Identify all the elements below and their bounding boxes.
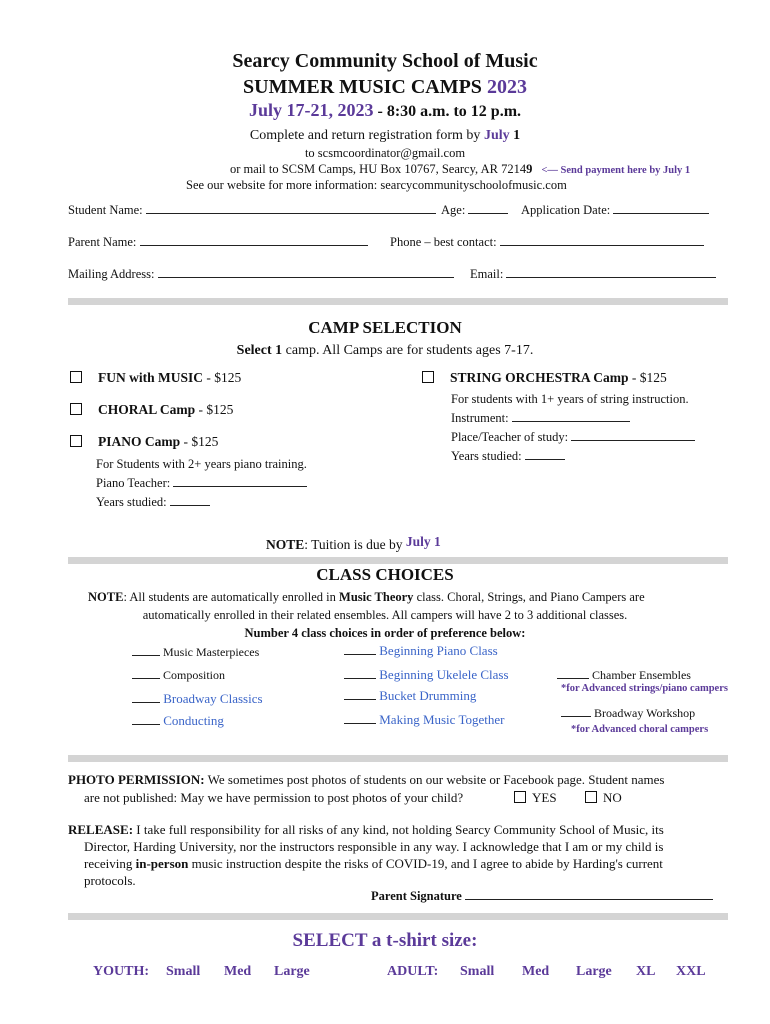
- divider-4: [68, 913, 728, 920]
- class-choice-blank[interactable]: [344, 644, 376, 655]
- mailing-address-field[interactable]: [68, 267, 454, 282]
- release-text3c: music instruction despite the risks of COVID-19, and I agree to abide by Harding's current: [188, 856, 663, 871]
- camp-option-piano[interactable]: [70, 434, 218, 450]
- string-requirement: For students with 1+ years of string instruction.: [451, 392, 689, 406]
- string-years-field[interactable]: [451, 449, 565, 464]
- adult-size-small[interactable]: Small: [460, 964, 495, 979]
- photo-permission-label: PHOTO PERMISSION:: [68, 772, 205, 787]
- camps-year: 2023: [486, 76, 527, 98]
- divider-1: [68, 298, 728, 305]
- release-text3a: receiving: [84, 856, 136, 871]
- release-line-3: [84, 856, 663, 872]
- age-blank[interactable]: [468, 203, 508, 214]
- class-choice-blank[interactable]: [132, 692, 160, 703]
- release-label: RELEASE:: [68, 822, 134, 837]
- student-name-field[interactable]: [68, 203, 436, 218]
- class-number-instruction: Number 4 class choices in order of preference below:: [244, 626, 526, 640]
- class-choice-composition[interactable]: [132, 668, 225, 683]
- string-price: - $125: [628, 370, 667, 385]
- class-choice-blank[interactable]: [561, 706, 591, 717]
- return-line: [0, 128, 770, 144]
- application-date-field[interactable]: [521, 203, 709, 218]
- mail-last: 9: [526, 162, 533, 176]
- photo-no-option[interactable]: [585, 790, 622, 806]
- broadway-workshop-note: *for Advanced choral campers: [571, 724, 709, 735]
- class-choice-label: Bucket Drumming: [379, 688, 477, 703]
- adult-size-xxl[interactable]: XXL: [676, 964, 706, 979]
- org-title: Searcy Community School of Music: [232, 50, 538, 72]
- class-choice-label: Broadway Workshop: [594, 706, 696, 720]
- fun-name: FUN with MUSIC: [98, 370, 204, 385]
- tuition-due-date: July 1: [405, 534, 441, 549]
- piano-teacher-blank[interactable]: [173, 476, 307, 487]
- string-checkbox[interactable]: [422, 371, 434, 383]
- photo-permission-line-2: [84, 790, 463, 806]
- youth-size-large[interactable]: Large: [274, 964, 310, 979]
- piano-name: PIANO Camp: [98, 434, 181, 449]
- class-note-b: class. Choral, Strings, and Piano Campers are: [413, 590, 645, 604]
- class-choice-chamber-ensembles[interactable]: [557, 668, 691, 683]
- piano-checkbox[interactable]: [70, 435, 82, 447]
- string-place-field[interactable]: [451, 430, 695, 445]
- fun-price: - $125: [203, 370, 242, 385]
- string-instrument-blank[interactable]: [512, 411, 630, 422]
- photo-permission-text1: We sometimes post photos of students on our website or Facebook page. Student names: [204, 772, 665, 787]
- class-choice-conducting[interactable]: [132, 713, 224, 729]
- release-line-4: protocols.: [84, 873, 136, 888]
- camps-label: SUMMER MUSIC CAMPS: [243, 76, 482, 98]
- camps-title: [0, 76, 770, 99]
- parent-signature-label: Parent Signature: [371, 889, 462, 903]
- tuition-note-bold: NOTE: [266, 537, 305, 552]
- piano-teacher-field[interactable]: [96, 476, 307, 491]
- adult-size-med[interactable]: Med: [522, 964, 550, 979]
- class-note-line-1: [88, 590, 645, 605]
- return-day: 1: [513, 128, 521, 143]
- age-label: Age:: [441, 203, 466, 217]
- camp-selection-instructions: [0, 343, 770, 359]
- choral-price: - $125: [195, 402, 234, 417]
- photo-no-checkbox[interactable]: [585, 791, 597, 803]
- choral-checkbox[interactable]: [70, 403, 82, 415]
- youth-size-small[interactable]: Small: [166, 964, 201, 979]
- application-date-blank[interactable]: [613, 203, 709, 214]
- piano-requirement: For Students with 2+ years piano training.: [96, 457, 307, 471]
- piano-years-field[interactable]: [96, 495, 210, 510]
- return-month: July: [483, 128, 510, 143]
- photo-yes-option[interactable]: [514, 790, 557, 806]
- photo-yes-label: YES: [532, 790, 557, 805]
- fun-checkbox[interactable]: [70, 371, 82, 383]
- payment-note: <— Send payment here by July 1: [541, 165, 691, 176]
- class-choice-label: Chamber Ensembles: [592, 668, 691, 682]
- class-note-theory: Music Theory: [339, 590, 414, 604]
- piano-years-blank[interactable]: [170, 495, 210, 506]
- string-instrument-label: Instrument:: [451, 411, 509, 425]
- class-note-line-2: automatically enrolled in their related ensembles. All campers will have 2 to 3 additional classes.: [142, 608, 628, 622]
- photo-no-label: NO: [603, 790, 622, 805]
- release-line-1: [68, 822, 664, 838]
- release-text1: I take full responsibility for all risks of any kind, not holding Searcy Community School of Music, its: [133, 822, 664, 837]
- photo-permission-text2: are not published: May we have permission to post photos of your child?: [84, 790, 464, 805]
- tuition-note-text: : Tuition is due by: [304, 537, 403, 552]
- camp-selection-title: CAMP SELECTION: [308, 318, 462, 337]
- mail-text: or mail to SCSM Camps, HU Box 10767, Searcy, AR 7214: [230, 162, 527, 176]
- parent-name-field[interactable]: [68, 235, 368, 250]
- time-text: 8:30 a.m. to 12 p.m.: [386, 103, 522, 120]
- adult-label: ADULT:: [387, 964, 439, 979]
- piano-years-label: Years studied:: [96, 495, 167, 509]
- class-choice-label: Beginning Piano Class: [379, 643, 498, 658]
- divider-2: [68, 557, 728, 564]
- class-choice-blank[interactable]: [344, 689, 376, 700]
- class-choice-label: Broadway Classics: [163, 691, 263, 706]
- email-blank[interactable]: [506, 267, 716, 278]
- phone-label: Phone – best contact:: [390, 235, 497, 249]
- string-years-label: Years studied:: [451, 449, 522, 463]
- class-choice-blank[interactable]: [132, 645, 160, 656]
- class-note-bold: NOTE: [88, 590, 124, 604]
- youth-label: YOUTH:: [93, 964, 149, 979]
- website-line: See our website for more information: searcycommunityschoolofmusic.com: [186, 178, 567, 192]
- photo-permission-line-1: [68, 772, 664, 788]
- parent-signature-field[interactable]: [371, 889, 713, 904]
- class-choice-label: Composition: [163, 668, 226, 682]
- class-choice-blank[interactable]: [344, 668, 376, 679]
- release-text3b: in-person: [135, 856, 189, 871]
- student-name-label: Student Name:: [68, 203, 143, 217]
- photo-yes-checkbox[interactable]: [514, 791, 526, 803]
- class-choice-blank[interactable]: [132, 668, 160, 679]
- class-choice-blank[interactable]: [344, 713, 376, 724]
- string-instrument-field[interactable]: [451, 411, 630, 426]
- piano-teacher-label: Piano Teacher:: [96, 476, 171, 490]
- class-choice-label: Beginning Ukelele Class: [379, 667, 509, 682]
- email-label: Email:: [470, 267, 504, 281]
- youth-size-med[interactable]: Med: [224, 964, 252, 979]
- string-name: STRING ORCHESTRA Camp: [450, 370, 629, 385]
- piano-price: - $125: [180, 434, 219, 449]
- email-field[interactable]: [470, 267, 716, 282]
- parent-signature-blank[interactable]: [465, 889, 713, 900]
- class-choice-beginning-piano[interactable]: [344, 643, 498, 659]
- parent-name-blank[interactable]: [140, 235, 368, 246]
- choral-name: CHORAL Camp: [98, 402, 196, 417]
- class-choices-title: CLASS CHOICES: [316, 565, 454, 584]
- divider-3: [68, 755, 728, 762]
- class-note-a: : All students are automatically enrolled in: [123, 590, 340, 604]
- camp-option-choral[interactable]: [70, 402, 233, 418]
- camp-option-string[interactable]: [422, 370, 667, 386]
- return-text: Complete and return registration form by: [249, 128, 481, 143]
- mailing-address-label: Mailing Address:: [68, 267, 155, 281]
- tuition-note: [266, 534, 441, 553]
- mail-line: [230, 162, 690, 177]
- class-choice-blank[interactable]: [132, 714, 160, 725]
- class-choice-blank[interactable]: [557, 668, 589, 679]
- camp-dates: [0, 100, 770, 121]
- class-choice-bucket-drumming[interactable]: [344, 688, 476, 704]
- phone-blank[interactable]: [500, 235, 704, 246]
- class-choice-broadway-workshop[interactable]: [561, 706, 695, 721]
- class-choice-label: Making Music Together: [379, 712, 505, 727]
- instr-bold: Select 1: [236, 343, 283, 358]
- parent-name-label: Parent Name:: [68, 235, 137, 249]
- age-field[interactable]: [441, 203, 508, 218]
- email-line: to scsmcoordinator@gmail.com: [304, 146, 466, 160]
- chamber-note: *for Advanced strings/piano campers: [561, 683, 728, 694]
- release-line-2: Director, Harding University, nor the instructors responsible in any way. I acknowledge that I am or my child is: [84, 839, 664, 854]
- string-place-blank[interactable]: [571, 430, 695, 441]
- mailing-address-blank[interactable]: [158, 267, 454, 278]
- class-choice-beginning-ukelele[interactable]: [344, 667, 509, 683]
- adult-size-xl[interactable]: XL: [636, 964, 656, 979]
- string-place-label: Place/Teacher of study:: [451, 430, 569, 444]
- application-date-label: Application Date:: [521, 203, 611, 217]
- dates-dash: -: [373, 103, 387, 120]
- adult-size-large[interactable]: Large: [576, 964, 612, 979]
- class-choice-music-masterpieces[interactable]: [132, 645, 259, 660]
- instr-rest: camp. All Camps are for students ages 7-17.: [282, 343, 534, 358]
- string-years-blank[interactable]: [525, 449, 565, 460]
- phone-field[interactable]: [390, 235, 704, 250]
- dates-text: July 17-21, 2023: [248, 100, 374, 120]
- tshirt-title: SELECT a t-shirt size:: [292, 930, 478, 951]
- camp-option-fun[interactable]: [70, 370, 241, 386]
- class-choice-label: Conducting: [163, 713, 224, 728]
- class-choice-making-music[interactable]: [344, 712, 504, 728]
- class-choice-label: Music Masterpieces: [163, 645, 260, 659]
- class-choice-broadway-classics[interactable]: [132, 691, 263, 707]
- student-name-blank[interactable]: [146, 203, 436, 214]
